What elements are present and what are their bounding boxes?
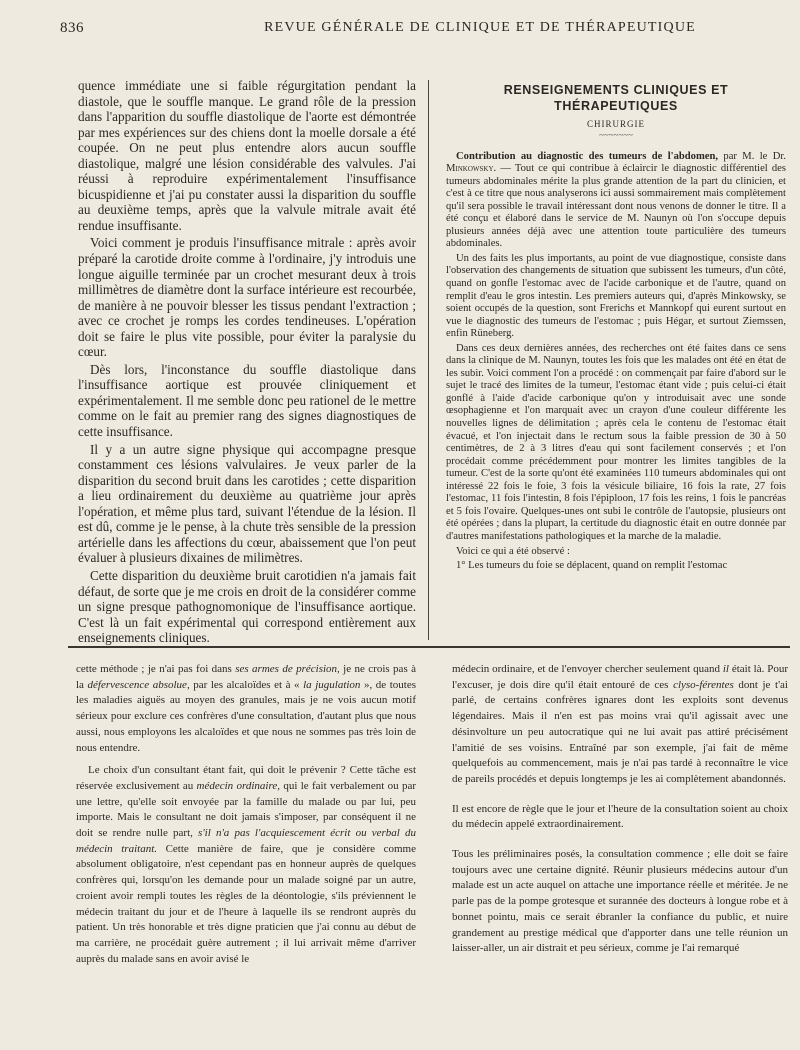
lower-right-column bbox=[452, 662, 788, 957]
text-run: cette méthode ; je n'ai pas foi dans bbox=[76, 663, 236, 675]
running-title: REVUE GÉNÉRALE DE CLINIQUE ET DE THÉRAPEUTIQUE bbox=[264, 20, 696, 35]
text-run: Cette manière de faire, que je considère comme absolument obligatoire, n'est cependant pas en honneur auprès de quelques confrères qui, lorsqu'on les demande pour un malade soigné par un autre, croient avoir rempli toutes les règles de la déontologie, s'ils préviennent le médecin traitant du jour et de l'heure à laquelle ils se rendront auprès du patient. Un très honorable et très digne praticien que j'ai connu au début de ma carrière, ne procédait guère autrement ; il lui arrivait même d'arriver auprès du malade sans en avoir avisé le bbox=[76, 842, 416, 965]
lower-left-column bbox=[76, 662, 416, 967]
italic-run: s'il n'a pas l'acquiescement écrit ou verbal du médecin traitant. bbox=[76, 827, 416, 855]
paragraph: Voici ce qui a été observé : bbox=[456, 545, 570, 557]
text-run: Le choix d'un consultant étant fait, qui doit le prévenir ? Cette tâche est réservée exclusivement au bbox=[76, 764, 416, 792]
text-run: qui le fait verbalement ou par une lettre, qu'elle soit envoyée par la famille du malade ou par lui, peu importe. Mais le consultant ne doit jamais s'imposer, par conséquent il ne doit se rendre nulle part, bbox=[76, 779, 416, 840]
section-title: RENSEIGNEMENTS CLINIQUES ET THÉRAPEUTIQUES bbox=[503, 83, 729, 113]
italic-run: défervescence absolue, bbox=[87, 678, 190, 691]
text-run: était là. Pour l'excuser, je dois dire qu'il était entouré de ces bbox=[452, 663, 788, 691]
paragraph bbox=[76, 763, 416, 967]
paragraph: quence immédiate une si faible régurgitation pendant la diastole, que le souffle manque. Le grand rôle de la pression dans l'apparition du souffle diastolique de l'aorte est démontrée par mes expériences sur des chiens dont la moelle dorsale a été coupée. On ne peut plus entendre alors aucun souffle diastolique, malgré une lésion considérable des valvules. J'ai réussi à reproduire expérimentalement l'insuffisance bicuspidienne et j'ai pu constater aussi la disparition du souffle au deuxième temps, après que la valvule mitrale avait été rendue insuffisante. bbox=[78, 78, 416, 233]
text-run: médecin ordinaire, et de l'envoyer chercher seulement quand bbox=[452, 663, 723, 675]
lead-text: — Tout ce qui contribue à éclaircir le diagnostic différentiel des tumeurs abdominales mérite la plus grande attention de la part du clinicien, et c'est à ce titre que nous analyserons ici aussi sommairement mais complètement qu'il sera possible le travail intéressant dont nous venons de donner le titre. Il a été conçu et élaboré dans le service de M. Naunyn où l'on s'occupe depuis plusieurs années déjà avec une attention toute particulière des tumeurs abdominales. bbox=[446, 163, 786, 250]
paragraph bbox=[76, 662, 416, 756]
column-divider bbox=[428, 80, 429, 640]
text-run: dont je t'ai parlé, de certains confrères ignares dont les exploits sont devenus légendaires. Mais il n'en est pas moins vrai qu'il agissait avec une désinvolture un peu autocratique qui ne lui avait pas attiré précisément l'amitié de ses voisins. Entraîné par son exemple, j'ai fait de même quelquefois au commencement, mais je n'ai pas tardé à reconnaître le vice de pareils procédés et depuis longtemps je les ai complètement abandonnés. bbox=[452, 678, 788, 785]
paragraph: Il est encore de règle que le jour et l'heure de la consultation soient au choix du médecin appelé extraordinairement. bbox=[452, 802, 788, 831]
page-header bbox=[60, 14, 750, 42]
paragraph: Tous les préliminaires posés, la consultation commence ; elle doit se faire toujours avec une certaine dignité. Réunir plusieurs médecins autour d'un malade est un acte auquel on attache une importance réelle et méritée. Je ne parle pas de la pompe grotesque et surannée des docteurs à longue robe et à bonnet pointu, mais ce serait ébranler la confiance du public, et nuire grandement au prestige médical que d'apporter dans une telle réunion un laisser-aller, un air distrait et peu sérieux, comme je l'ai remarqué bbox=[452, 848, 788, 955]
page-number: 836 bbox=[60, 20, 84, 36]
paragraph: Voici comment je produis l'insuffisance mitrale : après avoir préparé la carotide droite comme à l'ordinaire, j'y introduis une longue aiguille terminée par un crochet mesurant deux à trois millimètres de diamètre dont la surface intérieure est recourbée, de manière à ne pouvoir blesser les tissus pendant l'extraction ; avec ce crochet je romps les cordes tendineuses. L'opération doit se faire le plus vite possible, pour éviter la paralysie du cœur. bbox=[78, 235, 416, 360]
paragraph: Un des faits les plus importants, au point de vue diagnostique, consiste dans l'observation des changements de situation que subissent les tumeurs, d'un côté, quand on gonfle l'estomac avec de l'acide carbonique et de l'autre, quand on remplit d'eau le gros intestin. Les premiers auteurs qui, d'après Minkowsky, se soient occupés de la question, sont Frerichs et Mannkopf qui eurent surtout en vue le diagnostic des tumeurs de l'estomac ; puis Hégar, et surtout Ziemssen, enfin Rüneberg. bbox=[446, 252, 786, 340]
ornament-divider: ~~~~~~~ bbox=[598, 129, 634, 140]
author-name: Minkowsky. bbox=[446, 163, 497, 175]
paragraph: 1° Les tumeurs du foie se déplacent, quand on remplit l'estomac bbox=[456, 560, 728, 572]
text-run: », de toutes les maladies aiguës au moyen des granules, mais je ne vois aucun motif sérieux pour exclure ces confrères d'une consultation, d'autant plus que nous aussi, nous employons les alcaloïdes et que nous ne sommes pas très loin de nous entendre. bbox=[76, 678, 416, 754]
paragraph: Il y a un autre signe physique qui accompagne presque constamment ces lésions valvulaires. Je veux parler de la disparition du second bruit dans les carotides ; cette disparition a lieu ordinairement du deuxième au quatrième jour après l'opération, et même plus tard, suivant l'étendue de la lésion. Il est dû, comme je le pense, à la chute très sensible de la pression artérielle dans les affections du cœur, abaissement que l'on peut évaluer à plusieurs dixaines de milimètres. bbox=[78, 441, 416, 566]
paragraph: Dès lors, l'inconstance du souffle diastolique dans l'insuffisance aortique est prouvée cliniquement et expérimentalement. Il me semble donc peu rationel de le mettre comme on le fait au premier rang des signes diagnostiques de cette insuffisance. bbox=[78, 361, 416, 440]
upper-right-column bbox=[446, 82, 786, 575]
author-prefix: par M. le Dr. bbox=[723, 150, 786, 162]
text-run: par les alcaloïdes et à « bbox=[189, 678, 304, 691]
italic-run: médecin ordinaire, bbox=[196, 779, 280, 792]
text-run: je ne crois pas à la bbox=[76, 663, 416, 691]
paragraph bbox=[452, 662, 788, 788]
italic-run: ses armes de précision, bbox=[235, 663, 340, 675]
section-subtitle: CHIRURGIE bbox=[587, 119, 645, 129]
italic-run: la jugulation bbox=[303, 678, 361, 691]
italic-run: clyso-férentes bbox=[673, 678, 734, 691]
upper-left-column bbox=[78, 78, 416, 646]
article-lead-paragraph bbox=[446, 151, 786, 251]
article-title: Contribution au diagnostic des tumeurs de l'abdomen, bbox=[456, 150, 719, 162]
paragraph: Dans ces deux dernières années, des recherches ont été faites dans ce sens dans la clinique de M. Naunyn, toutes les fois que les malades ont été en état de les subir. Voici comment l'on a procédé : on commençait par faire d'abord sur le sujet le tracé des limites de la tumeur, l'estomac étant vide ; puis celui-ci était gonflé à l'aide d'acide carbonique qu'on y introduisait avec une sonde œsophagienne et l'on marquait avec un crayon d'une couleur différente les nouvelles lignes de délimitation ; après cela le contenu de l'estomac était évacué, et l'on injectait dans le rectum sous la faible pression de 30 à 50 centimètres, de 2 à 3 litres d'eau qui sont facilement conservés ; et l'on procédait comme précédemment pour montrer les limites tangibles de la tumeur. C'est de la sorte qu'ont été examinées 110 tumeurs abdominales qui ont intéressé 22 fois le foie, 3 fois la vésicule biliaire, 16 fois la rate, 27 fois l'estomac, 11 fois l'intestin, 8 fois l'épiploon, 17 fois les reins, 1 fois le pancréas et 5 fois l'ovaire. Quelques-unes ont subi le contrôle de l'autopsie, plusieurs ont été opérées ; dans la plupart, la certitude du diagnostic était en outre donnée par d'autres manifestations pathologiques et la marche de la maladie. bbox=[446, 342, 786, 542]
italic-run: il bbox=[722, 663, 729, 675]
paragraph: Cette disparition du deuxième bruit carotidien n'a jamais fait défaut, de sorte que je me crois en droit de la considérer comme un signe presque pathognomonique de l'insuffisance aortique. C'est là un fait expérimental qui correspond entièrement aux enseignements cliniques. bbox=[78, 567, 416, 646]
horizontal-divider bbox=[68, 646, 790, 648]
